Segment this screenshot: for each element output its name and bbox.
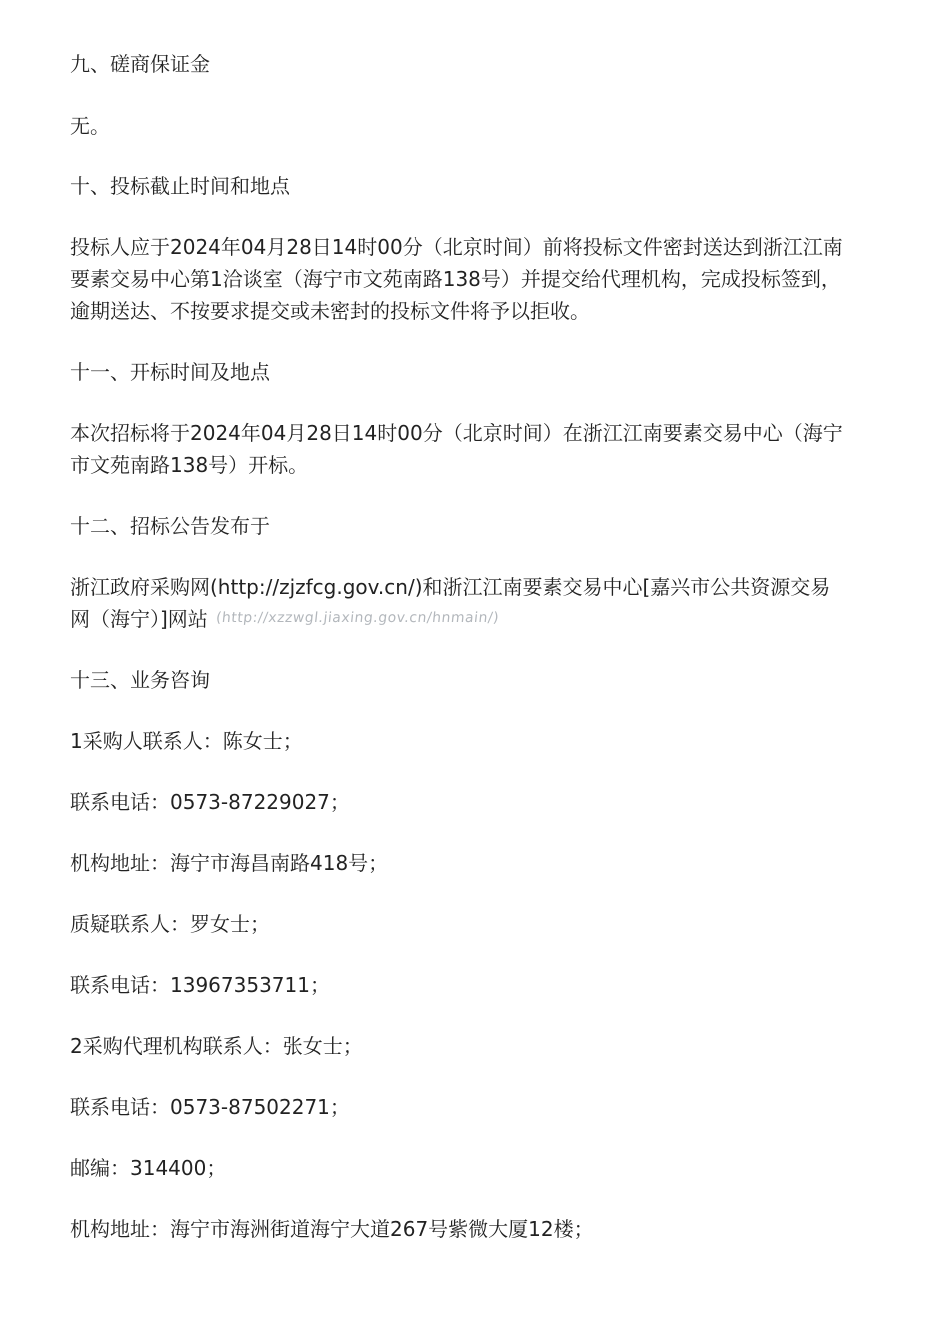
contact-line: 机构地址：海宁市海洲街道海宁大道267号紫微大厦12楼； <box>70 1217 594 1241</box>
section-10-body-line-3: 逾期送达、不按要求提交或未密封的投标文件将予以拒收。 <box>70 299 590 323</box>
section-11-heading: 十一、开标时间及地点 <box>70 360 270 384</box>
section-13-heading: 十三、业务咨询 <box>70 668 210 692</box>
contact-line: 邮编：314400； <box>70 1156 227 1180</box>
section-11-body-line-1: 本次招标将于2024年04月28日14时00分（北京时间）在浙江江南要素交易中心（海宁 <box>70 421 843 445</box>
section-9-heading: 九、磋商保证金 <box>70 52 210 76</box>
contact-line: 质疑联系人：罗女士； <box>70 912 270 936</box>
section-10-body-line-1: 投标人应于2024年04月28日14时00分（北京时间）前将投标文件密封送达到浙江江南 <box>70 235 843 259</box>
contact-line: 联系电话：0573-87229027； <box>70 790 350 814</box>
section-11-body-line-2: 市文苑南路138号）开标。 <box>70 453 309 477</box>
contact-line: 1采购人联系人：陈女士； <box>70 729 303 753</box>
section-10-heading: 十、投标截止时间和地点 <box>70 174 290 198</box>
section-9-body: 无。 <box>70 114 110 138</box>
faded-url-link[interactable]: (http://xzzwgl.jiaxing.gov.cn/hnmain/) <box>214 610 500 626</box>
contact-line: 2采购代理机构联系人：张女士； <box>70 1034 363 1058</box>
contact-line: 联系电话：13967353711； <box>70 973 330 997</box>
section-12-body-line-1: 浙江政府采购网(http://zjzfcg.gov.cn/)和浙江江南要素交易中心[嘉兴市公共资源交易 <box>70 575 831 599</box>
contact-line: 联系电话：0573-87502271； <box>70 1095 350 1119</box>
section-12-body-line-2 <box>70 603 882 638</box>
section-12-heading: 十二、招标公告发布于 <box>70 514 270 538</box>
section-10-body-line-2: 要素交易中心第1洽谈室（海宁市文苑南路138号）并提交给代理机构，完成投标签到， <box>70 267 841 291</box>
website-label: 网（海宁）]网站 <box>70 607 208 631</box>
contact-line: 机构地址：海宁市海昌南路418号； <box>70 851 389 875</box>
